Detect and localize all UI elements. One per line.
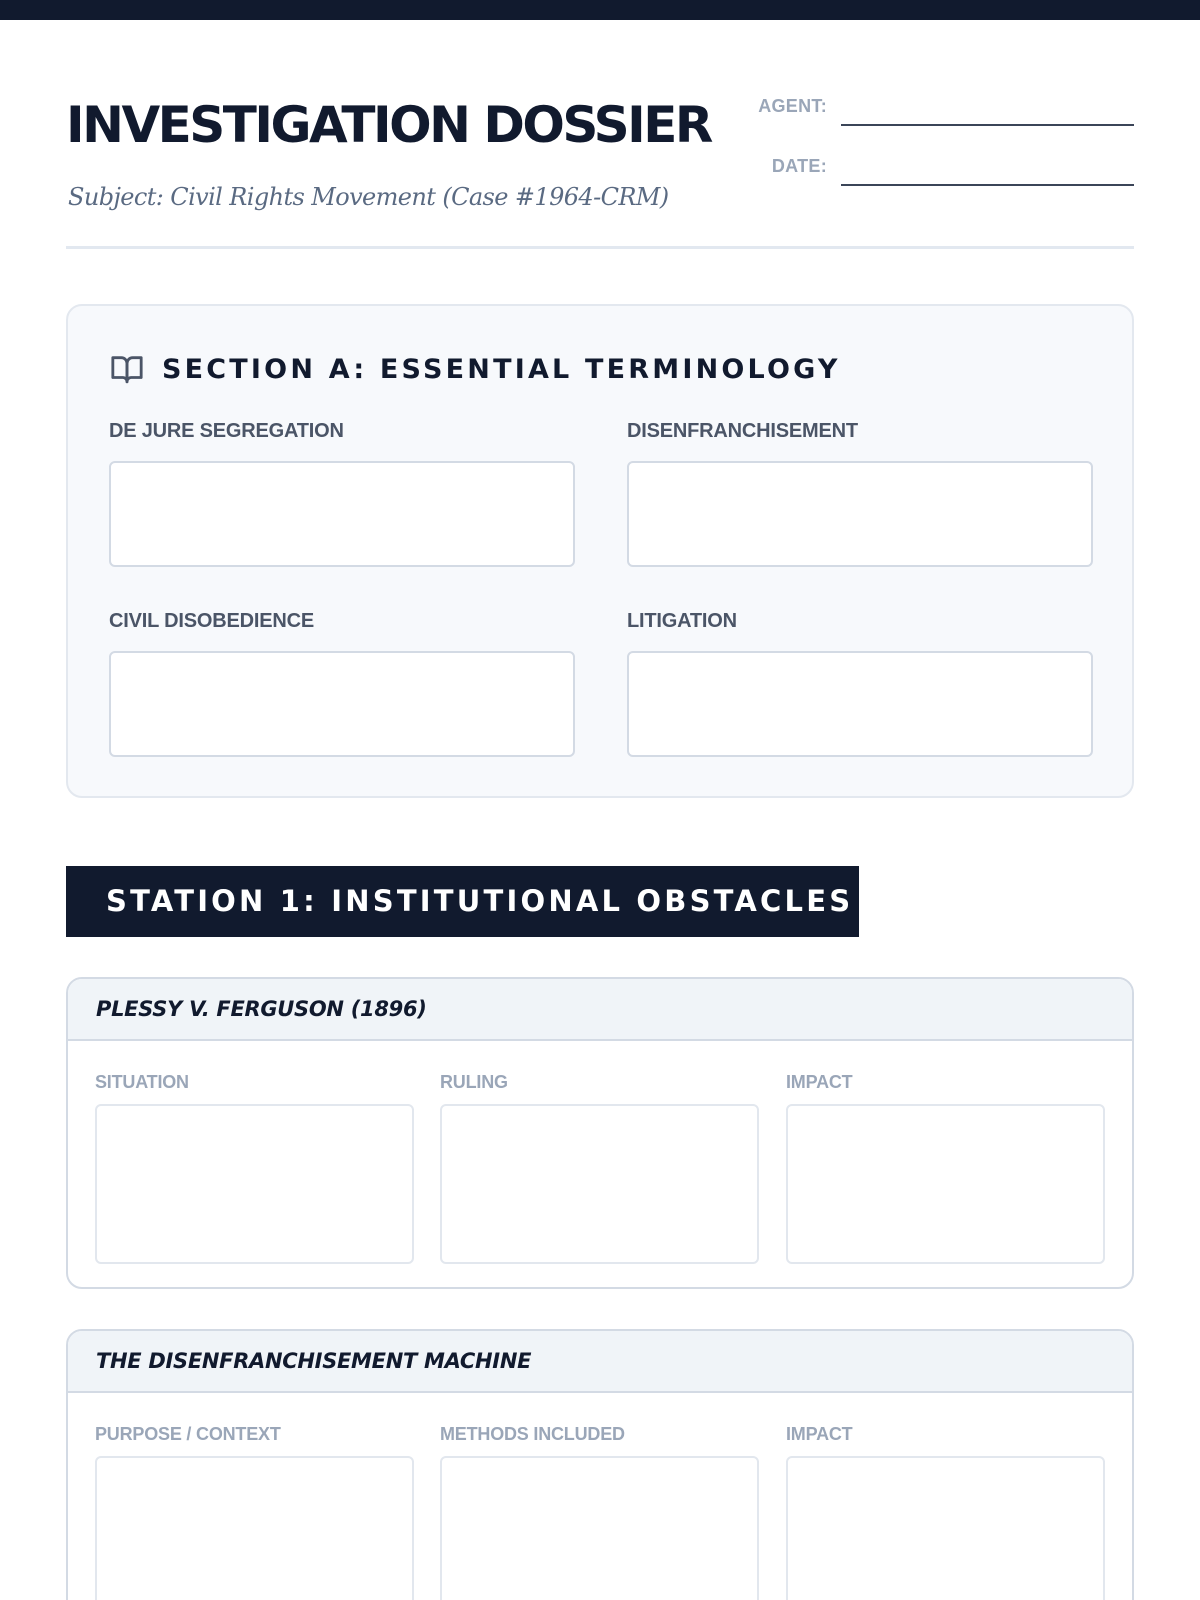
case-card-plessy [66, 977, 1134, 1289]
section-a-header [110, 352, 841, 386]
section-a-title: SECTION A: ESSENTIAL TERMINOLOGY [162, 353, 841, 385]
term-answer-box[interactable] [627, 651, 1093, 757]
case-title: THE DISENFRANCHISEMENT MACHINE [68, 1331, 1132, 1393]
date-field[interactable] [841, 184, 1134, 186]
agent-label: AGENT: [758, 96, 827, 116]
term-de-jure-segregation [109, 420, 575, 567]
column-answer-box[interactable] [95, 1104, 414, 1264]
section-a-terminology [66, 304, 1134, 798]
case-column [440, 1072, 759, 1264]
column-answer-box[interactable] [786, 1104, 1105, 1264]
column-label: METHODS INCLUDED [440, 1424, 625, 1444]
term-label: DE JURE SEGREGATION [109, 420, 344, 442]
column-answer-box[interactable] [786, 1456, 1105, 1600]
column-label: RULING [440, 1072, 508, 1092]
top-accent-bar [0, 0, 1200, 20]
column-label: IMPACT [786, 1424, 853, 1444]
term-disenfranchisement [627, 420, 1093, 567]
case-card-disenfranchisement [66, 1329, 1134, 1600]
case-column [786, 1072, 1105, 1264]
book-open-icon [110, 352, 144, 386]
case-column [786, 1424, 1105, 1600]
term-label: CIVIL DISOBEDIENCE [109, 610, 314, 632]
case-column [95, 1072, 414, 1264]
case-column [440, 1424, 759, 1600]
page-title: INVESTIGATION DOSSIER [66, 96, 711, 154]
term-civil-disobedience [109, 610, 575, 757]
term-litigation [627, 610, 1093, 757]
case-column [95, 1424, 414, 1600]
agent-field[interactable] [841, 124, 1134, 126]
column-label: IMPACT [786, 1072, 853, 1092]
date-label: DATE: [771, 156, 827, 176]
term-answer-box[interactable] [109, 651, 575, 757]
term-label: LITIGATION [627, 610, 737, 632]
column-label: SITUATION [95, 1072, 189, 1092]
column-answer-box[interactable] [440, 1104, 759, 1264]
header-divider [66, 246, 1134, 249]
term-label: DISENFRANCHISEMENT [627, 420, 858, 442]
page-subtitle: Subject: Civil Rights Movement (Case #1964-CRM) [68, 183, 669, 211]
column-answer-box[interactable] [95, 1456, 414, 1600]
term-answer-box[interactable] [109, 461, 575, 567]
column-answer-box[interactable] [440, 1456, 759, 1600]
column-label: PURPOSE / CONTEXT [95, 1424, 281, 1444]
term-answer-box[interactable] [627, 461, 1093, 567]
case-title: PLESSY V. FERGUSON (1896) [68, 979, 1132, 1041]
station-1-banner: STATION 1: INSTITUTIONAL OBSTACLES [66, 866, 859, 937]
